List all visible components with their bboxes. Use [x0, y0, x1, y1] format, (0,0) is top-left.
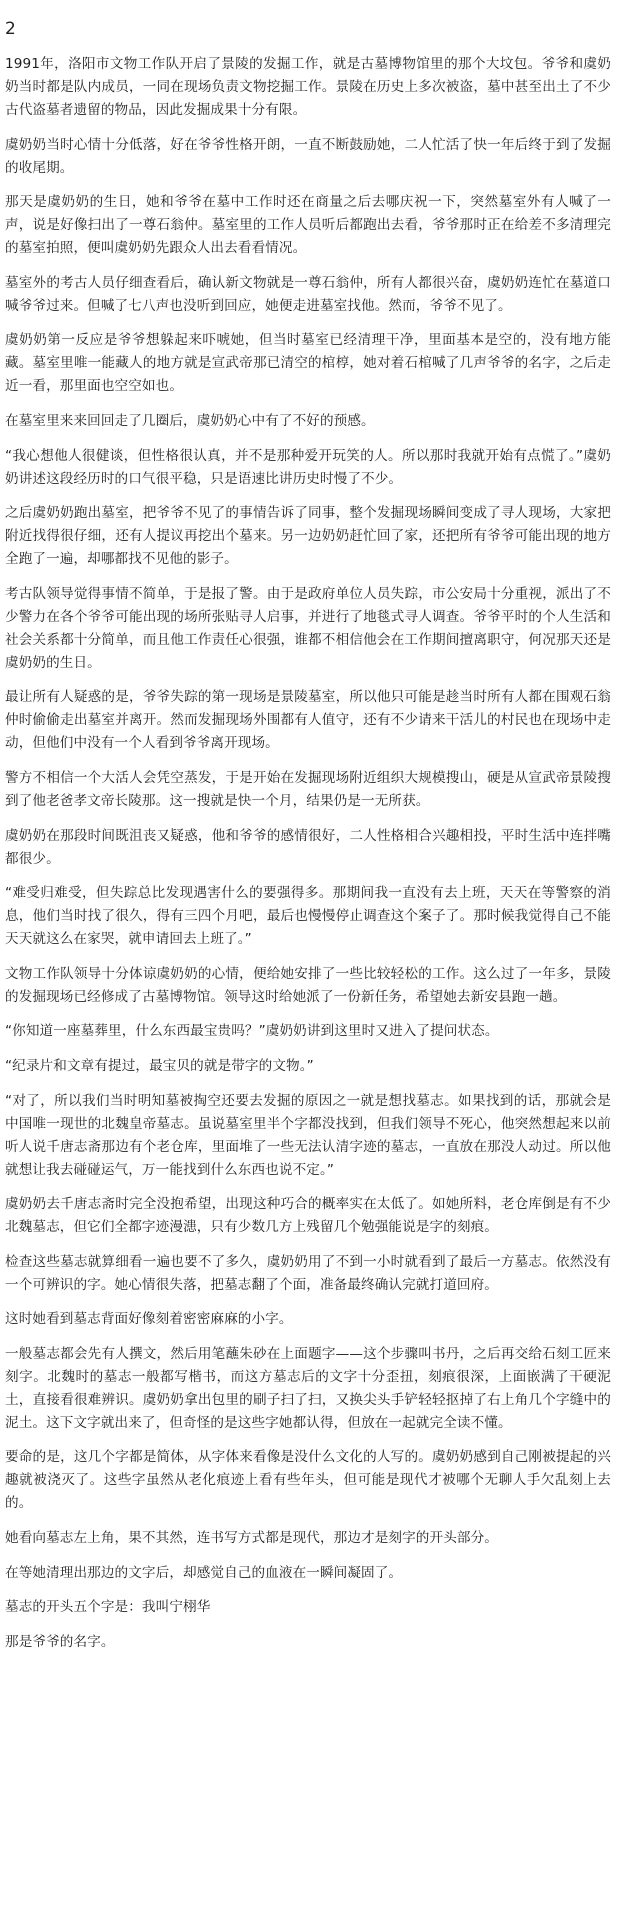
paragraph: 虞奶奶去千唐志斋时完全没抱希望，出现这种巧合的概率实在太低了。如她所料，老仓库倒是有不少北魏墓志，但它们全都字迹漫漶，只有少数几方上残留几个勉强能说是字的刻痕。 [5, 1196, 611, 1236]
paragraph: 虞奶奶第一反应是爷爷想躲起来吓唬她，但当时墓室已经清理干净，里面基本是空的，没有地方能藏。墓室里唯一能藏人的地方就是宣武帝那已清空的棺椁，她对着石棺喊了几声爷爷的名字，之后走近一看，那里面也空空如也。 [5, 332, 611, 395]
paragraph: 虞奶奶在那段时间既沮丧又疑惑，他和爷爷的感情很好，二人性格相合兴趣相投，平时生活中连拌嘴都很少。 [5, 827, 611, 867]
paragraph: “纪录片和文章有提过，最宝贝的就是带字的文物。” [5, 1057, 314, 1074]
paragraph: 她看向墓志左上角，果不其然，连书写方式都是现代，那边才是刻字的开头部分。 [5, 1530, 498, 1547]
article-body [5, 53, 611, 1654]
paragraph: “我心想他人很健谈，但性格很认真，并不是那种爱开玩笑的人。所以那时我就开始有点慌了。”虞奶奶讲述这段经历时的口气很平稳，只是语速比讲历史时慢了不少。 [5, 447, 611, 487]
paragraph: 这时她看到墓志背面好像刻着密密麻麻的小字。 [5, 1311, 293, 1328]
paragraph: 检查这些墓志就算细看一遍也要不了多久，虞奶奶用了不到一小时就看到了最后一方墓志。依然没有一个可辨识的字。她心情很失落，把墓志翻了个面，准备最终确认完就打道回府。 [5, 1253, 611, 1293]
paragraph: 在等她清理出那边的文字后，却感觉自己的血液在一瞬间凝固了。 [5, 1564, 403, 1581]
paragraph: “对了，所以我们当时明知墓被掏空还要去发掘的原因之一就是想找墓志。如果找到的话，那就会是中国唯一现世的北魏皇帝墓志。虽说墓室里半个字都没找到，但我们领导不死心，他突然想起来以前听人说千唐志斋那边有个老仓库，里面堆了一些无法认清字迹的墓志，一直放在那没人动过。所以他就想让我去碰碰运气，万一能找到什么东西也说不定。” [5, 1092, 611, 1178]
paragraph: 要命的是，这几个字都是简体，从字体来看像是没什么文化的人写的。虞奶奶感到自己刚被提起的兴趣就被浇灭了。这些字虽然从老化痕迹上看有些年头，但可能是现代才被哪个无聊人手欠乱刻上去的。 [5, 1449, 611, 1512]
paragraph: 一般墓志都会先有人撰文，然后用笔蘸朱砂在上面题字——这个步骤叫书丹，之后再交给石刻工匠来刻字。北魏时的墓志一般都写楷书，而这方墓志后的文字十分歪扭，刻痕很深，上面嵌满了干硬泥土，直接看很难辨识。虞奶奶拿出包里的刷子扫了扫，又换尖头手铲轻轻抠掉了右上角几个字缝中的泥土。这下文字就出来了，但奇怪的是这些字她都认得，但放在一起就完全读不懂。 [5, 1345, 611, 1431]
paragraph: 那天是虞奶奶的生日，她和爷爷在墓中工作时还在商量之后去哪庆祝一下，突然墓室外有人喊了一声，说是好像扫出了一尊石翁仲。墓室里的工作人员听后都跑出去看，爷爷那时正在给差不多清理完的墓室拍照，便叫虞奶奶先跟众人出去看看情况。 [5, 194, 611, 257]
paragraph: 那是爷爷的名字。 [5, 1633, 115, 1650]
paragraph: 墓室外的考古人员仔细查看后，确认新文物就是一尊石翁仲，所有人都很兴奋，虞奶奶连忙在墓道口喊爷爷过来。但喊了七八声也没听到回应，她便走进墓室找他。然而，爷爷不见了。 [5, 274, 611, 314]
paragraph: 虞奶奶当时心情十分低落，好在爷爷性格开朗，一直不断鼓励她，二人忙活了快一年后终于到了发掘的收尾期。 [5, 136, 611, 176]
paragraph: 墓志的开头五个字是：我叫宁栩华 [5, 1599, 211, 1616]
paragraph: 之后虞奶奶跑出墓室，把爷爷不见了的事情告诉了同事，整个发掘现场瞬间变成了寻人现场，大家把附近找得很仔细，还有人提议再挖出个墓来。另一边奶奶赶忙回了家，还把所有爷爷可能出现的地方全跑了一遍，却哪都找不见他的影子。 [5, 505, 611, 568]
paragraph: 警方不相信一个大活人会凭空蒸发，于是开始在发掘现场附近组织大规模搜山，硬是从宣武帝景陵搜到了他老爸孝文帝长陵那。这一搜就是快一个月，结果仍是一无所获。 [5, 769, 611, 809]
paragraph: 最让所有人疑惑的是，爷爷失踪的第一现场是景陵墓室，所以他只可能是趁当时所有人都在围观石翁仲时偷偷走出墓室并离开。然而发掘现场外围都有人值守，还有不少请来干活儿的村民也在现场中走动，但他们中没有一个人看到爷爷离开现场。 [5, 689, 611, 752]
paragraph: 在墓室里来来回回走了几圈后，虞奶奶心中有了不好的预感。 [5, 412, 375, 429]
paragraph: “难受归难受，但失踪总比发现遇害什么的要强得多。那期间我一直没有去上班，天天在等警察的消息，他们当时找了很久，得有三四个月吧，最后也慢慢停止调查这个案子了。那时候我觉得自己不能天天就这么在家哭，就申请回去上班了。” [5, 885, 611, 948]
page-number: 2 [5, 19, 16, 39]
paragraph: 文物工作队领导十分体谅虞奶奶的心情，便给她安排了一些比较轻松的工作。这么过了一年多，景陵的发掘现场已经修成了古墓博物馆。领导这时给她派了一份新任务，希望她去新安县跑一趟。 [5, 965, 611, 1005]
paragraph: 考古队领导觉得事情不简单，于是报了警。由于是政府单位人员失踪，市公安局十分重视，派出了不少警力在各个爷爷可能出现的场所张贴寻人启事，并进行了地毯式寻人调查。爷爷平时的个人生活和社会关系都十分简单，而且他工作责任心很强，谁都不相信他会在工作期间擅离职守，何况那天还是虞奶奶的生日。 [5, 585, 611, 671]
paragraph: 1991年，洛阳市文物工作队开启了景陵的发掘工作，就是古墓博物馆里的那个大坟包。爷爷和虞奶奶当时都是队内成员，一同在现场负责文物挖掘工作。景陵在历史上多次被盗，墓中甚至出土了不少古代盗墓者遗留的物品，因此发掘成果十分有限。 [5, 56, 611, 118]
paragraph: “你知道一座墓葬里，什么东西最宝贵吗？”虞奶奶讲到这里时又进入了提问状态。 [5, 1023, 499, 1040]
